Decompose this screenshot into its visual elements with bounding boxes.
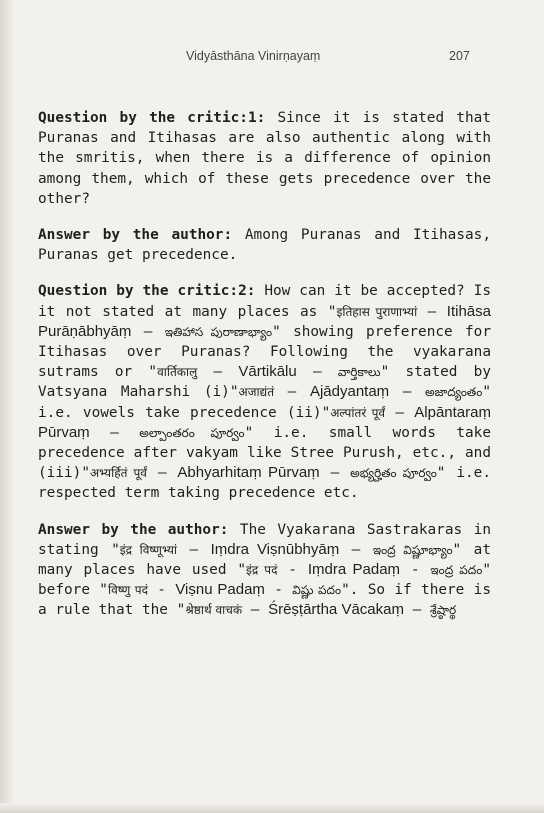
paragraph-question-2 [38,281,491,503]
indic-script-term: श्रेष्ठार्थ वाचकं [185,603,243,618]
transliterated-term: Vārtikālu [238,363,297,381]
text-run: - [400,562,431,579]
transliterated-term: Itihāsa Purāṇābhyāṃ [38,302,491,340]
text-run: The Vyakarana Sastrakaras in stating " [38,521,491,558]
indic-script-term: శ్రేష్ఠార్థ [429,603,457,618]
text-run: " before " [38,562,491,599]
transliterated-term: Ajādyantaṃ [309,383,390,401]
indic-script-term: అభ్యర్హితం పూర్వం [350,466,437,481]
text-run: – [389,384,426,401]
indic-script-term: विष्णु पदं [107,583,148,598]
text-run: - [264,582,293,599]
indic-script-term: इतिहास पुराणाभ्यां [336,304,418,319]
indic-script-term: వార్తికాలు [337,365,381,380]
page-shadow-left [0,0,14,813]
transliterated-term: Iṃdra Viṣnūbhyāṃ [210,540,340,558]
running-title: Vidyāsthāna Vinirṇayaṃ [186,49,321,63]
text-run: " stated by Vatsyana Maharshi (i)" [38,364,491,401]
text-run: – [403,602,430,619]
page-header [0,49,544,67]
text-run: – [296,364,338,381]
text-run: – [385,404,415,421]
page-shadow-bottom [0,803,544,813]
page-number: 207 [449,49,470,63]
transliterated-term: Viṣnu Padaṃ [175,581,265,599]
paragraph-label: Answer by the author: [38,227,233,244]
text-run: " i.e. vowels take precedence (ii)" [38,384,491,421]
text-run: ". So if there is a rule that the " [38,582,491,619]
text-run: Since it is stated that Puranas and Itihasas are also authentic along with the smritis, when there is a difference of opinion among them, which of these gets precedence over the other? [38,110,491,207]
indic-script-term: वार्तिकालु [157,365,198,380]
transliterated-term: Alpāntaraṃ Pūrvaṃ [38,403,491,441]
text-run: – [319,465,351,482]
text-run: - [277,562,308,579]
text-run: – [89,424,140,441]
indic-script-term: इंद्र पदं [246,563,278,578]
indic-script-term: అల్పాంతరం పూర్వం [139,425,245,440]
text-run: " at many places have used " [38,541,491,579]
page-body [38,108,491,637]
text-run: – [417,303,447,320]
text-run: – [274,384,310,401]
indic-script-term: अल्पांतरं पूर्वं [330,405,386,420]
paragraph-label: Question by the critic:1: [38,110,266,126]
indic-script-term: ఇతిహాస పురాణాభ్యాం [164,324,273,339]
transliterated-term: Śrēṣṭārtha Vācakaṃ [268,601,404,619]
indic-script-term: अजाद्यंतं [238,385,275,400]
transliterated-term: Abhyarhitaṃ Pūrvaṃ [177,464,320,482]
text-run: How can it be accepted? Is it not stated at many places as " [38,283,491,320]
indic-script-term: अभ्यर्हितं पूर्वं [89,466,147,481]
paragraph-question-1 [38,108,491,209]
paragraph-answer-2 [38,520,491,621]
indic-script-term: इंद्र विष्णूभ्यां [119,542,178,557]
text-run: – [146,465,178,482]
text-run: – [131,323,165,340]
text-run: - [147,582,176,599]
transliterated-term: Iṃdra Padaṃ [307,561,401,579]
indic-script-term: ఇంద్ర విష్ణూభ్యాం [372,542,453,557]
paragraph-text [38,283,491,501]
indic-script-term: ఇంద్ర పదం [430,563,483,578]
text-run: " i.e. respected term taking precedence etc. [38,465,491,502]
text-run: – [197,364,239,381]
paragraph-answer-1 [38,225,491,265]
paragraph-label: Question by the critic:2: [38,283,256,300]
text-run: – [177,541,211,558]
text-run: " i.e. small words take precedence after vakyam like Stree Purush, etc., and (iii)" [38,424,491,482]
text-run: Among Puranas and Itihasas, Puranas get precedence. [38,227,491,264]
indic-script-term: అజాద్యంతం [425,385,483,400]
indic-script-term: విష్ణు పదం [292,583,342,598]
paragraph-label: Answer by the author: [38,521,229,538]
text-run: " showing preference for Itihasas over Puranas? Following the vyakarana sutrams or " [38,323,492,381]
text-run: – [339,541,373,558]
text-run: – [242,602,269,619]
